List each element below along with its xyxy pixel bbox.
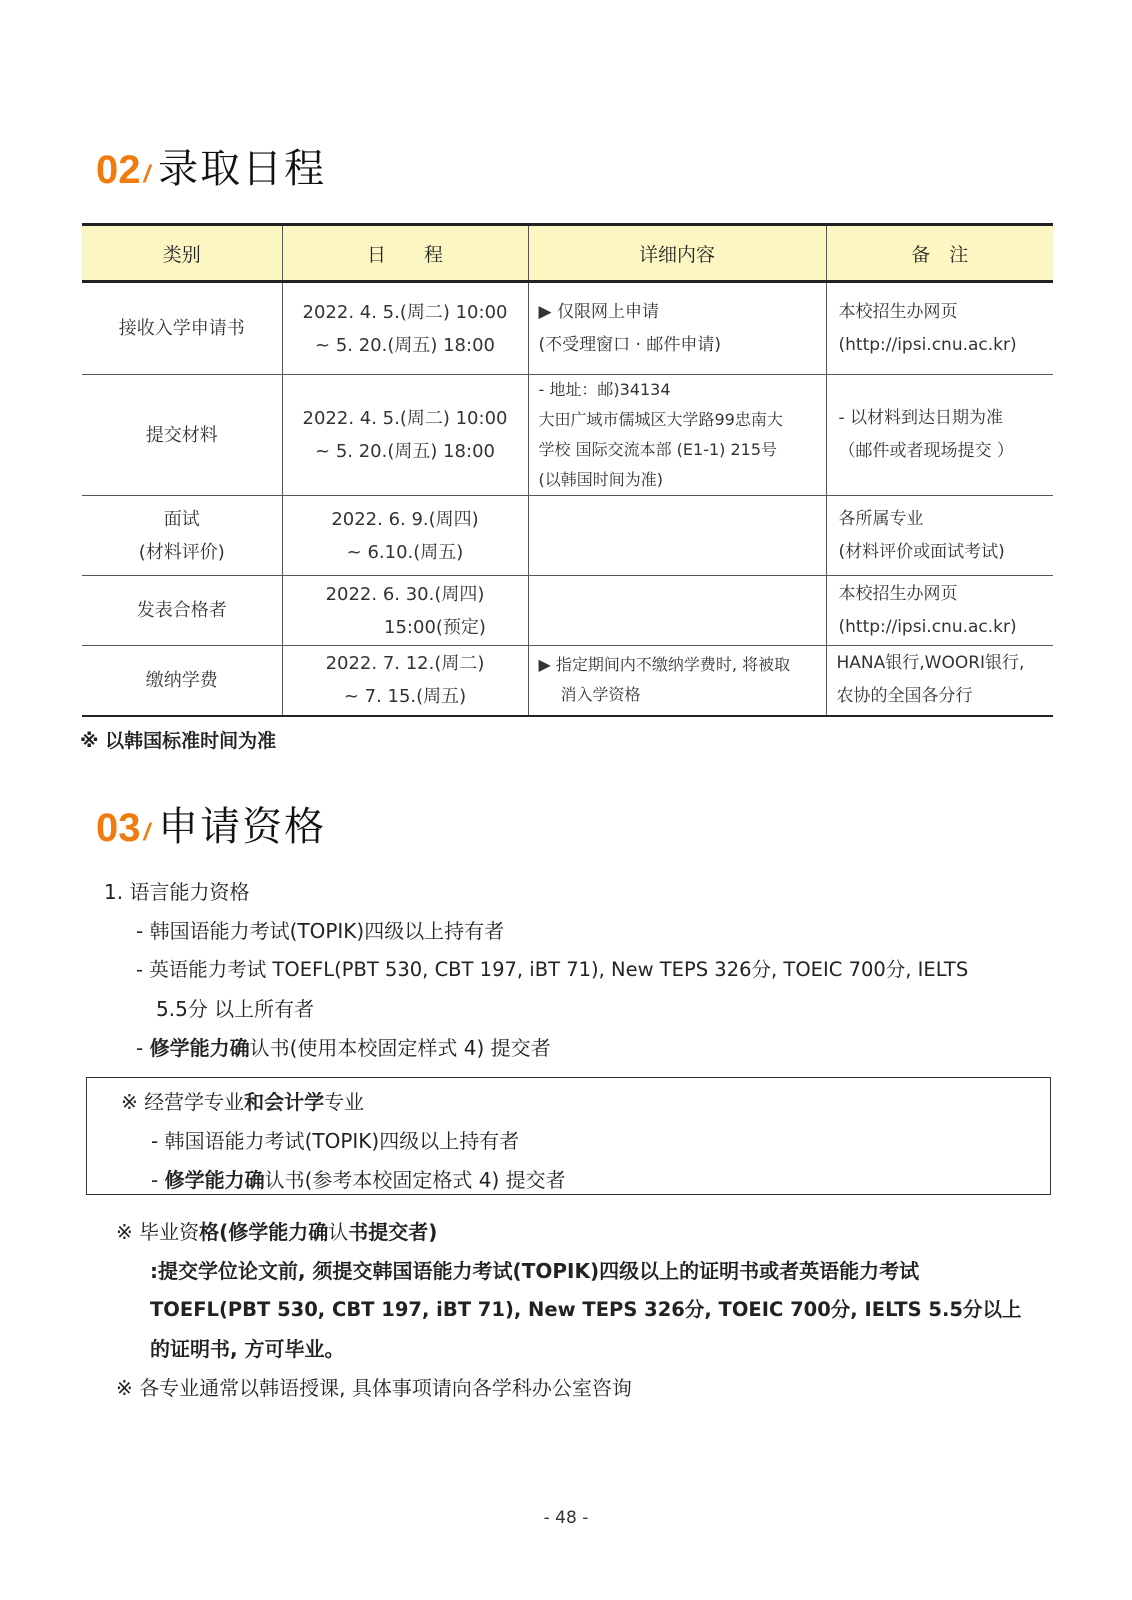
- note-cell: - 以材料到达日期为准 （邮件或者现场提交 ）: [826, 375, 1053, 496]
- graduation-text: :提交学位论文前, 须提交韩国语能力考试(TOPIK)四级以上的证明书或者英语能力考试: [150, 1259, 920, 1283]
- table-row: [82, 375, 1053, 496]
- section-number: 02: [96, 148, 141, 192]
- box-item: - 修学能力确认书(参考本校固定格式 4) 提交者: [151, 1168, 566, 1192]
- qualification-item-continued: 5.5分 以上所有者: [156, 997, 315, 1021]
- page-number: - 48 -: [543, 1508, 589, 1528]
- column-header-details: 详细内容: [528, 225, 826, 282]
- column-header-remarks: 备 注: [826, 225, 1053, 282]
- qualification-item: - 修学能力确认书(使用本校固定样式 4) 提交者: [136, 1036, 551, 1060]
- qualification-item: - 韩国语能力考试(TOPIK)四级以上持有者: [136, 919, 505, 943]
- detail-cell: [528, 496, 826, 576]
- business-accounting-box: [86, 1077, 1051, 1195]
- table-row: [82, 496, 1053, 576]
- note-cell: HANA银行,WOORI银行, 农协的全国各分行: [826, 646, 1053, 716]
- date-cell: 2022. 7. 12.(周二) ~ 7. 15.(周五): [282, 646, 528, 716]
- date-cell: 2022. 4. 5.(周二) 10:00 ~ 5. 20.(周五) 18:00: [282, 375, 528, 496]
- category-cell: 接收入学申请书: [82, 282, 282, 375]
- column-header-schedule: 日 程: [282, 225, 528, 282]
- category-cell: 提交材料: [82, 375, 282, 496]
- section-02-title: [96, 148, 326, 190]
- section-heading: 申请资格: [158, 804, 327, 850]
- admission-schedule-table: [82, 223, 1053, 717]
- category-cell: 面试 (材料评价): [82, 496, 282, 576]
- qualification-item: - 英语能力考试 TOEFL(PBT 530, CBT 197, iBT 71), New TEPS 326分, TOEIC 700分, IELTS: [136, 958, 969, 981]
- qualification-heading: 1. 语言能力资格: [104, 880, 250, 904]
- table-row: [82, 576, 1053, 646]
- date-cell: 2022. 6. 9.(周四) ~ 6.10.(周五): [282, 496, 528, 576]
- box-item: - 韩国语能力考试(TOPIK)四级以上持有者: [151, 1129, 520, 1153]
- detail-cell: [528, 576, 826, 646]
- note-cell: 各所属专业 (材料评价或面试考试): [826, 496, 1053, 576]
- table-row: [82, 282, 1053, 375]
- graduation-title: ※ 毕业资格(修学能力确认书提交者): [116, 1220, 438, 1244]
- category-cell: 缴纳学费: [82, 646, 282, 716]
- note-cell: 本校招生办网页 (http://ipsi.cnu.ac.kr): [826, 576, 1053, 646]
- note-cell: 本校招生办网页 (http://ipsi.cnu.ac.kr): [826, 282, 1053, 375]
- date-cell: 2022. 6. 30.(周四) 15:00(预定): [282, 576, 528, 646]
- section-03-title: [96, 806, 326, 848]
- timezone-note: ※ 以韩国标准时间为准: [80, 730, 277, 752]
- category-cell: 发表合格者: [82, 576, 282, 646]
- section-heading: 录取日程: [158, 146, 327, 192]
- section-slash: /: [143, 161, 151, 189]
- box-title: ※ 经营学专业和会计学专业: [121, 1090, 365, 1114]
- table-row: [82, 646, 1053, 716]
- graduation-text: TOEFL(PBT 530, CBT 197, iBT 71), New TEPS 326分, TOEIC 700分, IELTS 5.5分以上: [150, 1298, 1022, 1321]
- date-cell: 2022. 4. 5.(周二) 10:00 ~ 5. 20.(周五) 18:00: [282, 282, 528, 375]
- graduation-text: 的证明书, 方可毕业。: [150, 1337, 345, 1361]
- detail-cell: ▶ 仅限网上申请 (不受理窗口 · 邮件申请): [528, 282, 826, 375]
- detail-cell: - 地址：邮)34134 大田广域市儒城区大学路99忠南大 学校 国际交流本部 (E1-1) 215号 (以韩国时间为准): [528, 375, 826, 496]
- detail-cell: ▶ 指定期间内不缴纳学费时, 将被取 消入学资格: [528, 646, 826, 716]
- table-header-row: [82, 225, 1053, 282]
- language-of-instruction-note: ※ 各专业通常以韩语授课, 具体事项请向各学科办公室咨询: [116, 1376, 632, 1400]
- column-header-category: 类别: [82, 225, 282, 282]
- section-slash: /: [143, 819, 151, 847]
- section-number: 03: [96, 806, 141, 850]
